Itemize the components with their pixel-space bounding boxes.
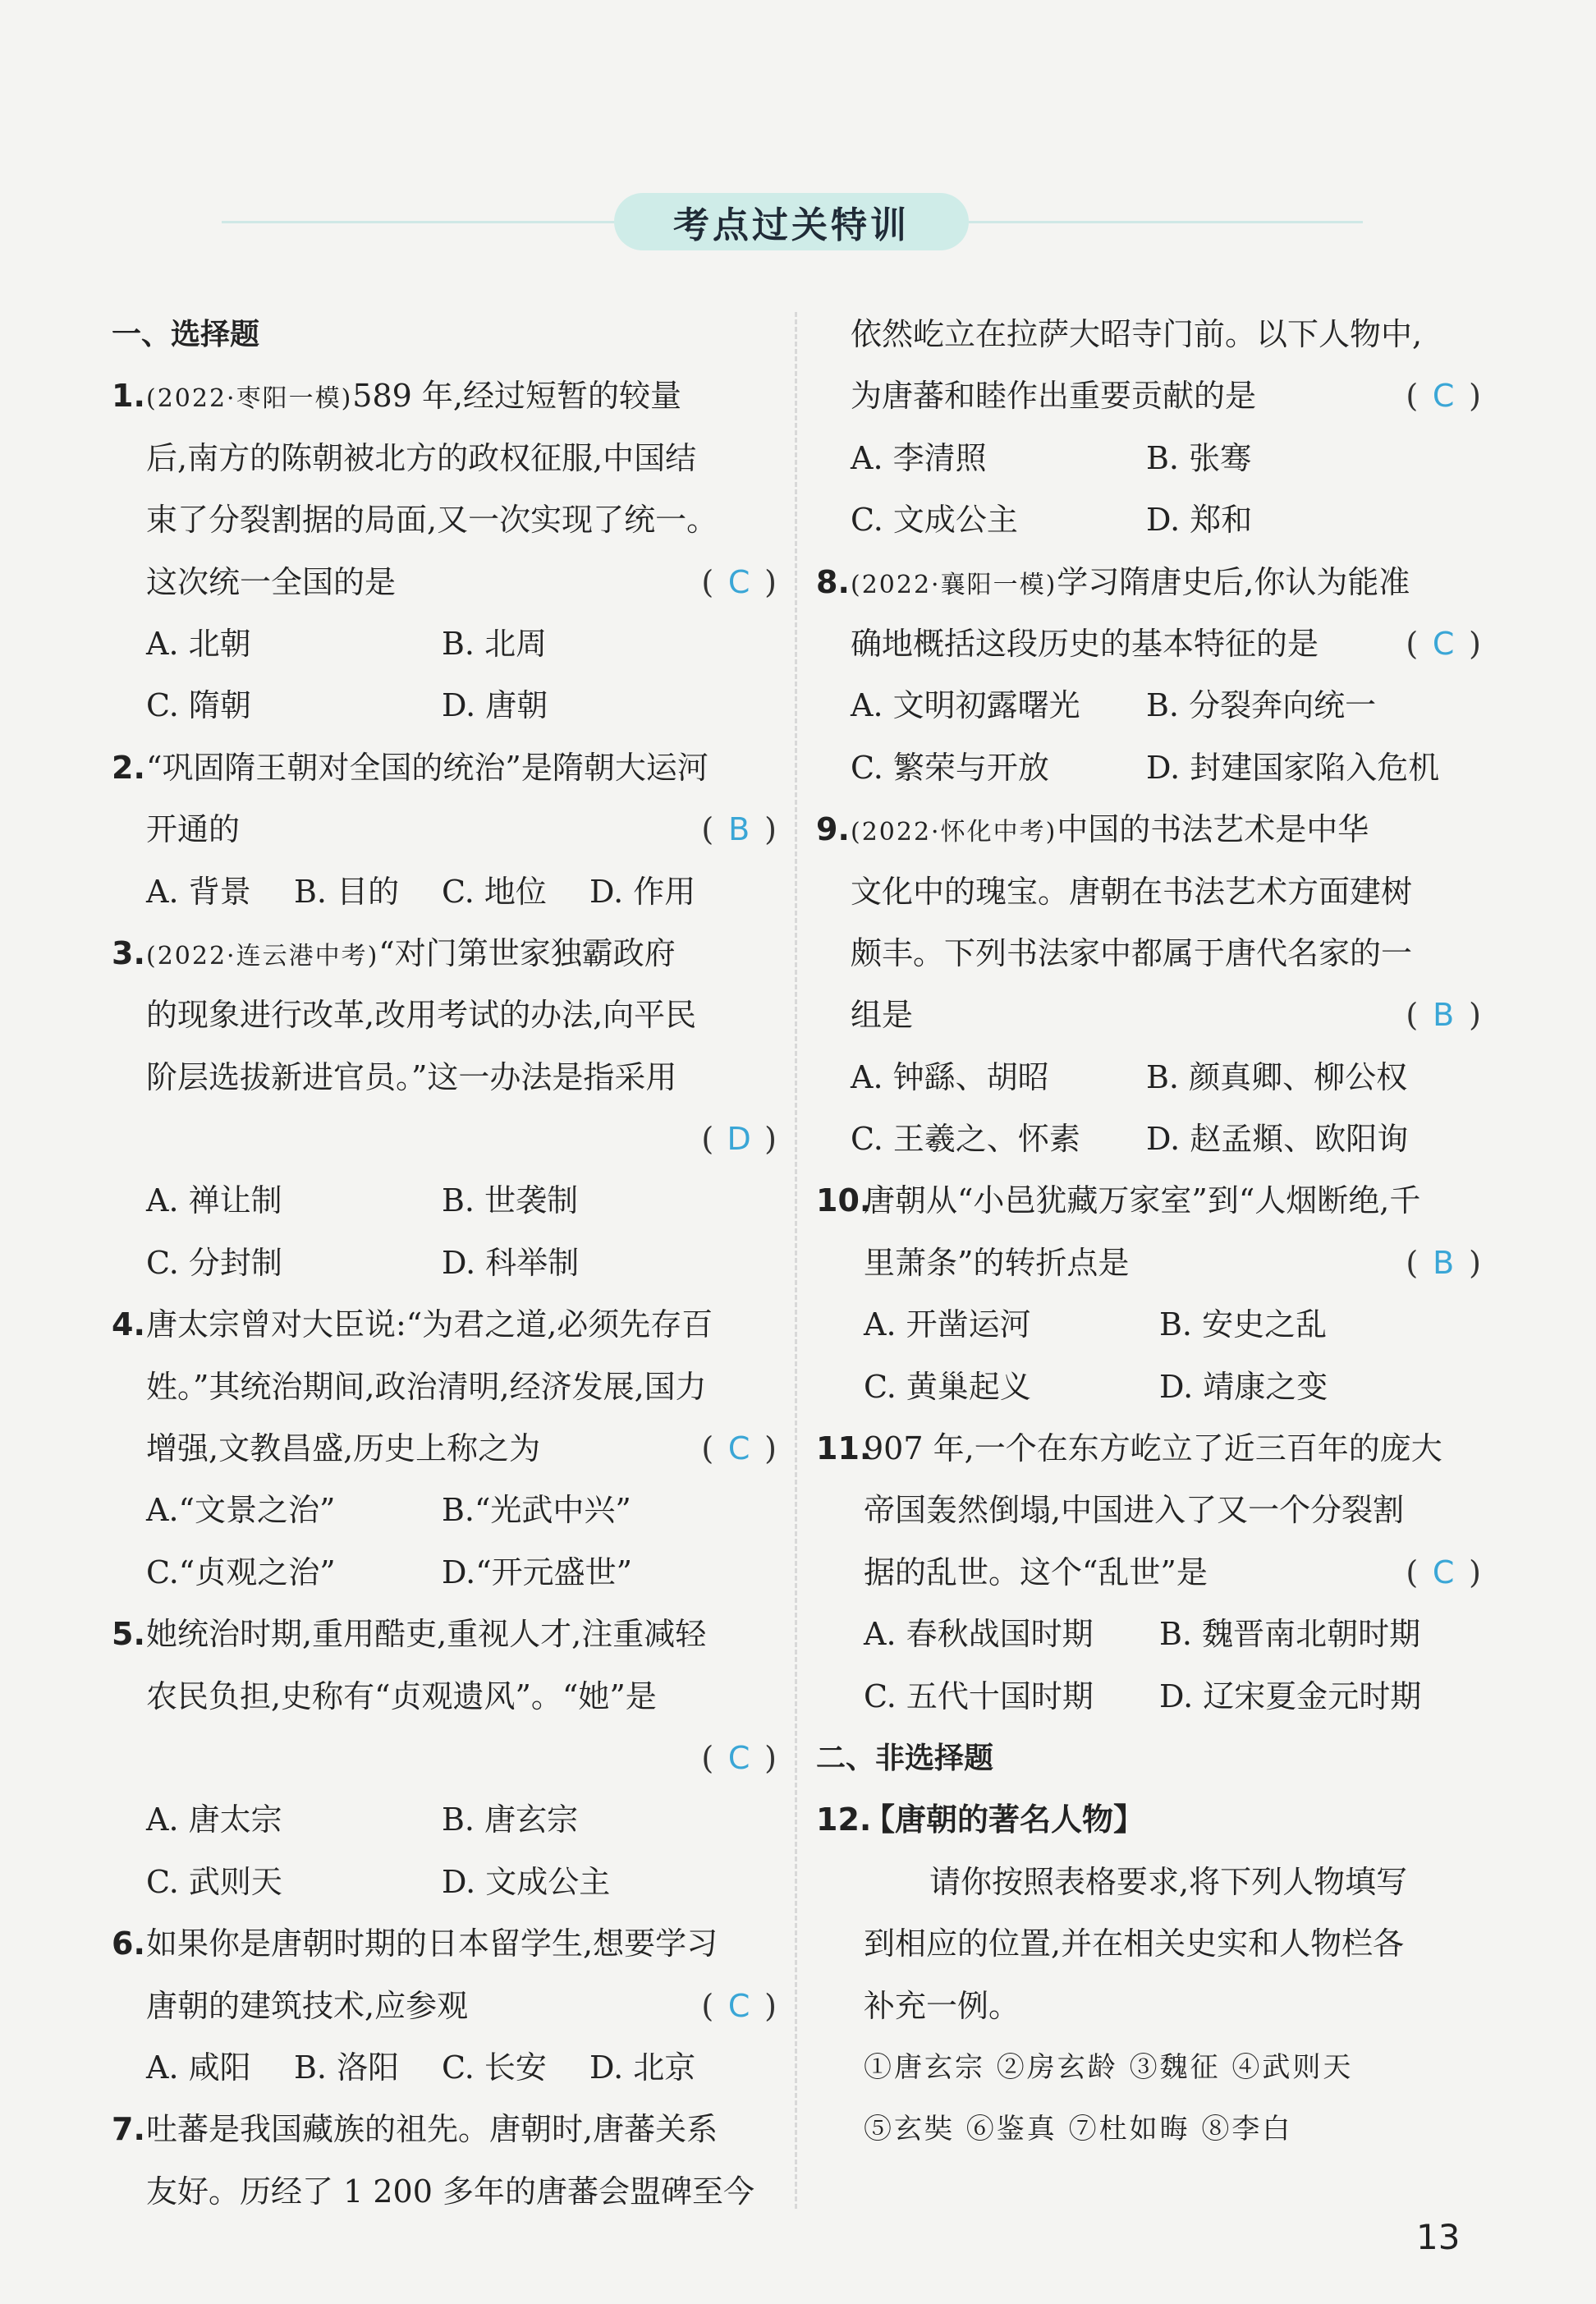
question-9-line [816, 799, 1481, 861]
option-b: B. 目的 [294, 873, 400, 910]
question-text: 唐太宗曾对大臣说:“为君之道,必须先存百 [146, 1306, 713, 1343]
option-row [112, 1480, 777, 1541]
option-c: C. 黄巢起义 [864, 1368, 1031, 1405]
answer-letter: D [727, 1121, 751, 1158]
option-c: C. 隋朝 [146, 687, 251, 724]
answer-slot: ( C ) [1406, 613, 1481, 675]
question-text: 农民负担,史称有“贞观遗风”。“她”是 [146, 1678, 657, 1714]
option-a: A. 北朝 [146, 625, 251, 662]
answer-slot: ( C ) [701, 1976, 777, 2037]
option-b: B. 北周 [442, 625, 548, 662]
answer-letter: B [1433, 1244, 1455, 1281]
question-source: (2022·怀化中考) [851, 818, 1057, 847]
answer-slot: ( C ) [701, 1728, 777, 1789]
question-text: 确地概括这段历史的基本特征的是 [851, 625, 1319, 662]
question-11-line [816, 1418, 1481, 1480]
question-6-stem-end [112, 1976, 777, 2037]
question-12-line [816, 1789, 1481, 1851]
option-a: A. 背景 [146, 873, 251, 910]
question-number: 8. [816, 563, 850, 600]
answer-slot: ( B ) [1406, 1232, 1481, 1294]
option-b: B.“光武中兴” [442, 1492, 631, 1529]
question-text: 这次统一全国的是 [146, 563, 397, 600]
option-row [112, 1789, 777, 1851]
column-divider [795, 312, 797, 2209]
question-7-line [112, 2099, 777, 2160]
option-d: D. 文成公主 [442, 1863, 611, 1900]
question-text: 束了分裂割据的局面,又一次实现了统一。 [146, 502, 718, 539]
question-text: 到相应的位置,并在相关史实和人物栏各 [864, 1925, 1405, 1962]
question-text: 增强,文教昌盛,历史上称之为 [146, 1430, 541, 1467]
question-text: 里萧条”的转折点是 [864, 1244, 1130, 1281]
answer-slot: ( B ) [1406, 984, 1481, 1046]
option-d: D. 唐朝 [442, 687, 548, 724]
option-a: A. 开凿运河 [864, 1306, 1031, 1343]
option-b: B. 魏晋南北朝时期 [1159, 1616, 1421, 1653]
question-text: “对门第世家独霸政府 [378, 934, 676, 971]
option-row [816, 1666, 1481, 1728]
question-1-stem-end [112, 552, 777, 613]
question-text: 依然屹立在拉萨大昭寺门前。以下人物中, [851, 316, 1423, 352]
question-2-line [112, 737, 777, 799]
question-4-stem-end [112, 1418, 777, 1480]
answer-letter: C [727, 1430, 750, 1467]
question-1-line [112, 365, 777, 427]
question-heading: 【唐朝的著名人物】 [864, 1801, 1145, 1838]
option-row [112, 1232, 777, 1294]
option-row [112, 1852, 777, 1913]
question-number: 2. [112, 749, 145, 786]
title-banner [0, 185, 1596, 259]
question-text: 友好。历经了 1 200 多年的唐蕃会盟碑至今 [146, 2173, 754, 2210]
option-row [816, 1356, 1481, 1418]
option-b: B. 唐玄宗 [442, 1801, 579, 1838]
option-c: C. 地位 [442, 873, 547, 910]
option-row [816, 1108, 1481, 1170]
option-c: C. 武则天 [146, 1863, 282, 1900]
option-a: A. 钟繇、胡昭 [851, 1058, 1049, 1095]
question-source: (2022·枣阳一模) [146, 384, 353, 414]
question-text: 请你按照表格要求,将下列人物填写 [929, 1863, 1408, 1900]
option-a: A. 咸阳 [146, 2049, 251, 2086]
option-d: D. 科举制 [442, 1244, 580, 1281]
option-row [816, 1294, 1481, 1356]
option-row [816, 1604, 1481, 1665]
question-text: 她统治时期,重用酷吏,重视人才,注重减轻 [146, 1616, 707, 1653]
section-heading: 二、非选择题 [816, 1741, 994, 1775]
question-text: 后,南方的陈朝被北方的政权征服,中国结 [146, 439, 697, 476]
question-10-stem-end [816, 1232, 1481, 1294]
option-row [816, 1047, 1481, 1108]
option-d: D. 封建国家陷入危机 [1146, 749, 1440, 786]
question-number: 9. [816, 811, 850, 848]
question-text: 补充一例。 [864, 1987, 1020, 2024]
question-number: 7. [112, 2111, 145, 2148]
question-text: 如果你是唐朝时期的日本留学生,想要学习 [146, 1925, 718, 1962]
question-text: 颇丰。下列书法家中都属于唐代名家的一 [851, 934, 1413, 971]
question-11-stem-end [816, 1542, 1481, 1604]
option-row [112, 1542, 777, 1604]
question-text: “巩固隋王朝对全国的统治”是隋朝大运河 [146, 749, 709, 786]
question-source: (2022·连云港中考) [146, 941, 379, 971]
question-text: 中国的书法艺术是中华 [1057, 811, 1369, 848]
answer-letter: C [1432, 1554, 1455, 1590]
question-10-line [816, 1170, 1481, 1232]
answer-letter: C [1432, 378, 1455, 415]
answer-slot: ( C ) [701, 552, 777, 613]
question-source: (2022·襄阳一模) [851, 570, 1057, 599]
question-3-answer-line [112, 1108, 777, 1170]
question-7-stem-end [816, 365, 1481, 427]
option-d: D.“开元盛世” [442, 1554, 633, 1590]
question-3-line [112, 923, 777, 984]
option-b: B. 安史之乱 [1159, 1306, 1328, 1343]
people-list: ⑤玄奘 ⑥鉴真 ⑦杜如晦 ⑧李白 [864, 2113, 1293, 2146]
option-a: A. 李清照 [851, 439, 987, 476]
option-b: B. 颜真卿、柳公权 [1146, 1058, 1408, 1095]
answer-slot: ( C ) [1406, 1542, 1481, 1604]
option-b: B. 张骞 [1146, 439, 1252, 476]
option-row [112, 861, 777, 923]
answer-slot: ( C ) [701, 1418, 777, 1480]
question-number: 3. [112, 934, 145, 971]
question-text: 吐蕃是我国藏族的祖先。唐朝时,唐蕃关系 [146, 2111, 718, 2148]
option-row [816, 737, 1481, 799]
question-number: 11. [816, 1430, 872, 1467]
option-c: C.“贞观之治” [146, 1554, 336, 1590]
question-5-answer-line [112, 1728, 777, 1789]
answer-letter: C [727, 563, 750, 600]
question-number: 12. [816, 1801, 872, 1838]
question-text: 589 年,经过短暂的较量 [352, 378, 681, 415]
option-b: B. 世袭制 [442, 1182, 579, 1219]
question-text: 907 年,一个在东方屹立了近三百年的庞大 [864, 1430, 1442, 1467]
question-number: 5. [112, 1616, 145, 1653]
page-title: 考点过关特训 [614, 193, 969, 250]
question-number: 1. [112, 378, 145, 415]
page-number: 13 [1416, 2217, 1461, 2257]
question-text: 姓。”其统治期间,政治清明,经济发展,国力 [146, 1368, 707, 1405]
option-row [816, 489, 1481, 551]
option-a: A. 文明初露曙光 [851, 687, 1080, 724]
option-row [112, 1170, 777, 1232]
answer-slot: ( D ) [701, 1108, 777, 1170]
answer-letter: B [1433, 997, 1455, 1034]
question-4-line [112, 1294, 777, 1356]
question-text: 开通的 [146, 811, 241, 848]
answer-slot: ( B ) [701, 799, 777, 861]
question-text: 唐朝的建筑技术,应参观 [146, 1987, 469, 2024]
option-a: A. 唐太宗 [146, 1801, 282, 1838]
right-column [816, 304, 1481, 2161]
answer-letter: C [727, 1739, 750, 1776]
question-text: 组是 [851, 997, 914, 1034]
answer-letter: C [1432, 625, 1455, 662]
option-d: D. 靖康之变 [1159, 1368, 1328, 1405]
question-8-line [816, 552, 1481, 613]
option-b: B. 洛阳 [294, 2049, 400, 2086]
question-text: 为唐蕃和睦作出重要贡献的是 [851, 378, 1257, 415]
question-9-stem-end [816, 984, 1481, 1046]
question-text: 的现象进行改革,改用考试的办法,向平民 [146, 997, 697, 1034]
question-text: 帝国轰然倒塌,中国进入了又一个分裂割 [864, 1492, 1405, 1529]
option-a: A. 春秋战国时期 [864, 1616, 1094, 1653]
option-c: C. 长安 [442, 2049, 547, 2086]
option-d: D. 赵孟頫、欧阳询 [1146, 1121, 1409, 1158]
answer-slot: ( C ) [1406, 365, 1481, 427]
option-a: A.“文景之治” [146, 1492, 336, 1529]
option-c: C. 繁荣与开放 [851, 749, 1049, 786]
option-d: D. 郑和 [1146, 502, 1253, 539]
option-row [112, 613, 777, 675]
question-number: 10. [816, 1182, 872, 1219]
question-text: 学习隋唐史后,你认为能准 [1057, 563, 1410, 600]
question-8-stem-end [816, 613, 1481, 675]
option-row [112, 2037, 777, 2099]
option-row [816, 675, 1481, 737]
option-c: C. 五代十国时期 [864, 1678, 1094, 1714]
option-a: A. 禅让制 [146, 1182, 282, 1219]
question-text: 据的乱世。这个“乱世”是 [864, 1554, 1208, 1590]
question-text: 唐朝从“小邑犹藏万家室”到“人烟断绝,千 [864, 1182, 1421, 1219]
left-column [112, 304, 777, 2223]
people-list: ①唐玄宗 ②房玄龄 ③魏征 ④武则天 [864, 2050, 1354, 2084]
question-number: 4. [112, 1306, 145, 1343]
option-row [816, 428, 1481, 489]
question-number: 6. [112, 1925, 145, 1962]
option-d: D. 辽宋夏金元时期 [1159, 1678, 1422, 1714]
title-rule-left [222, 221, 616, 223]
question-6-line [112, 1913, 777, 1975]
option-d: D. 作用 [589, 873, 696, 910]
option-d: D. 北京 [589, 2049, 696, 2086]
answer-letter: C [727, 1987, 750, 2024]
title-rule-right [969, 221, 1363, 223]
answer-letter: B [728, 811, 750, 848]
option-c: C. 分封制 [146, 1244, 282, 1281]
question-text: 阶层选拔新进官员。”这一办法是指采用 [146, 1058, 677, 1095]
option-c: C. 文成公主 [851, 502, 1018, 539]
option-c: C. 王羲之、怀素 [851, 1121, 1080, 1158]
section-heading: 一、选择题 [112, 318, 260, 351]
option-b: B. 分裂奔向统一 [1146, 687, 1377, 724]
question-2-stem-end [112, 799, 777, 861]
option-row [112, 675, 777, 737]
question-5-line [112, 1604, 777, 1665]
question-text: 文化中的瑰宝。唐朝在书法艺术方面建树 [851, 873, 1413, 910]
